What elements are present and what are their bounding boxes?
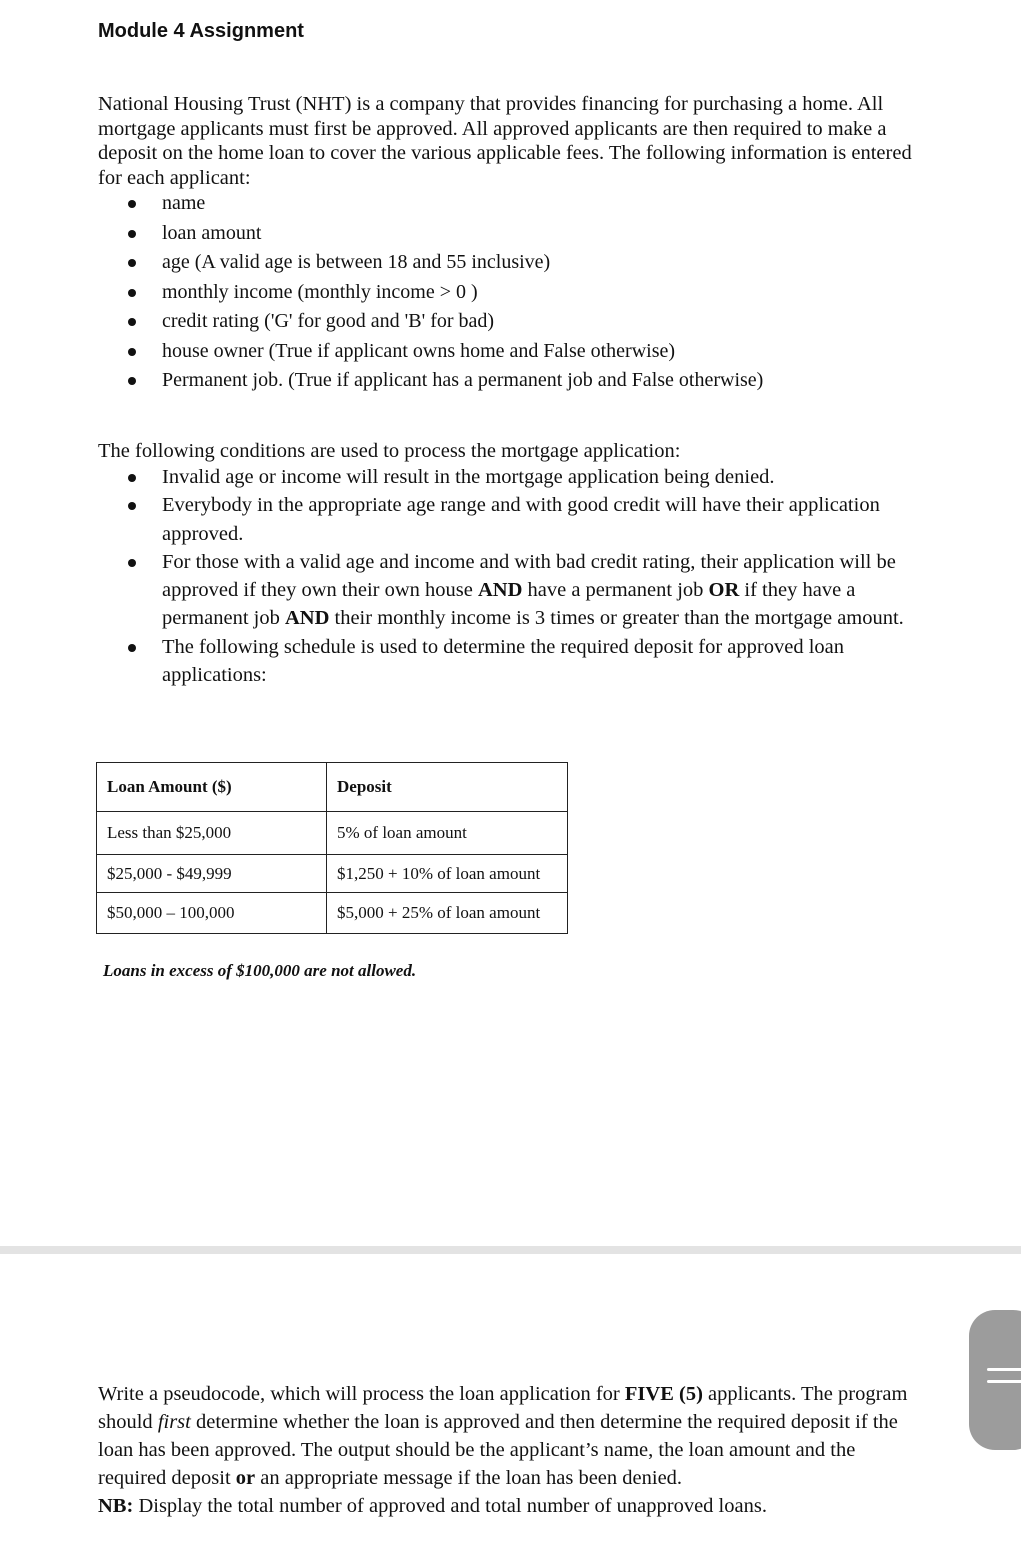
bold-keyword: AND	[284, 607, 330, 630]
conditions-list	[126, 463, 926, 689]
table-header: Loan Amount ($)	[97, 763, 327, 812]
table-cell: $25,000 - $49,999	[97, 855, 327, 893]
condition-text: have a permanent job	[522, 579, 709, 602]
table-cell: $1,250 + 10% of loan amount	[327, 855, 568, 893]
table-cell: $50,000 – 100,000	[97, 893, 327, 934]
deposit-schedule-table	[96, 762, 568, 934]
list-item: credit rating ('G' for good and 'B' for bad)	[126, 308, 886, 338]
intro-paragraph: National Housing Trust (NHT) is a company that provides financing for purchasing a home. All mortgage applicants must first be approved. All approved applicants are then required to make a deposit on the home loan to cover the various applicable fees. The following information is entered for each applicant:	[98, 93, 912, 189]
table-header: Deposit	[327, 763, 568, 812]
condition-text: if they have a permanent job	[162, 579, 856, 630]
task-text: determine whether the loan is approved and then determine the required deposit if the loan has been approved. The output should be the applicant’s name, the loan amount and the required deposit	[98, 1411, 898, 1489]
condition-text: For those with a valid age and income and with bad credit rating, their application will be approved if they own their own house	[162, 550, 896, 602]
task-text: Write a pseudocode, which will process the loan application for	[98, 1383, 625, 1405]
list-item: monthly income (monthly income > 0 )	[126, 279, 886, 309]
nb-label: NB:	[98, 1495, 134, 1517]
applicant-fields-list	[126, 190, 886, 397]
task-paragraph	[98, 1380, 918, 1520]
table-cell: Less than $25,000	[97, 812, 327, 855]
page-title: Module 4 Assignment	[98, 20, 304, 42]
list-item: age (A valid age is between 18 and 55 inclusive)	[126, 249, 886, 279]
bold-keyword: AND	[477, 579, 523, 602]
list-item: Invalid age or income will result in the mortgage application being denied.	[126, 463, 926, 491]
list-item: name	[126, 190, 886, 220]
page-divider	[0, 1246, 1021, 1254]
list-item: Everybody in the appropriate age range and with good credit will have their application approved.	[126, 491, 926, 548]
nb-text: Display the total number of approved and total number of unapproved loans.	[133, 1495, 767, 1517]
table-header-row	[97, 763, 568, 812]
bold-keyword: OR	[708, 579, 740, 602]
list-item: loan amount	[126, 220, 886, 250]
table-row	[97, 893, 568, 934]
scroll-handle[interactable]	[969, 1310, 1021, 1450]
list-item: The following schedule is used to determine the required deposit for approved loan applications:	[126, 633, 926, 690]
table-cell: $5,000 + 25% of loan amount	[327, 893, 568, 934]
table-row	[97, 812, 568, 855]
bold-keyword: or	[235, 1467, 256, 1489]
list-item: house owner (True if applicant owns home and False otherwise)	[126, 338, 886, 368]
list-item: Permanent job. (True if applicant has a permanent job and False otherwise)	[126, 367, 886, 397]
condition-text: their monthly income is 3 times or greater than the mortgage amount.	[329, 607, 904, 630]
bold-keyword: FIVE (5)	[624, 1383, 703, 1405]
table-row	[97, 855, 568, 893]
task-text: applicants. The program should	[98, 1383, 908, 1433]
grip-lines-icon	[987, 1368, 1021, 1392]
conditions-heading: The following conditions are used to process the mortgage application:	[98, 440, 681, 462]
task-text: an appropriate message if the loan has been denied.	[255, 1467, 683, 1489]
table-cell: 5% of loan amount	[327, 812, 568, 855]
italic-keyword: first	[157, 1411, 191, 1433]
loan-limit-note: Loans in excess of $100,000 are not allowed.	[103, 961, 417, 980]
list-item	[126, 548, 926, 633]
